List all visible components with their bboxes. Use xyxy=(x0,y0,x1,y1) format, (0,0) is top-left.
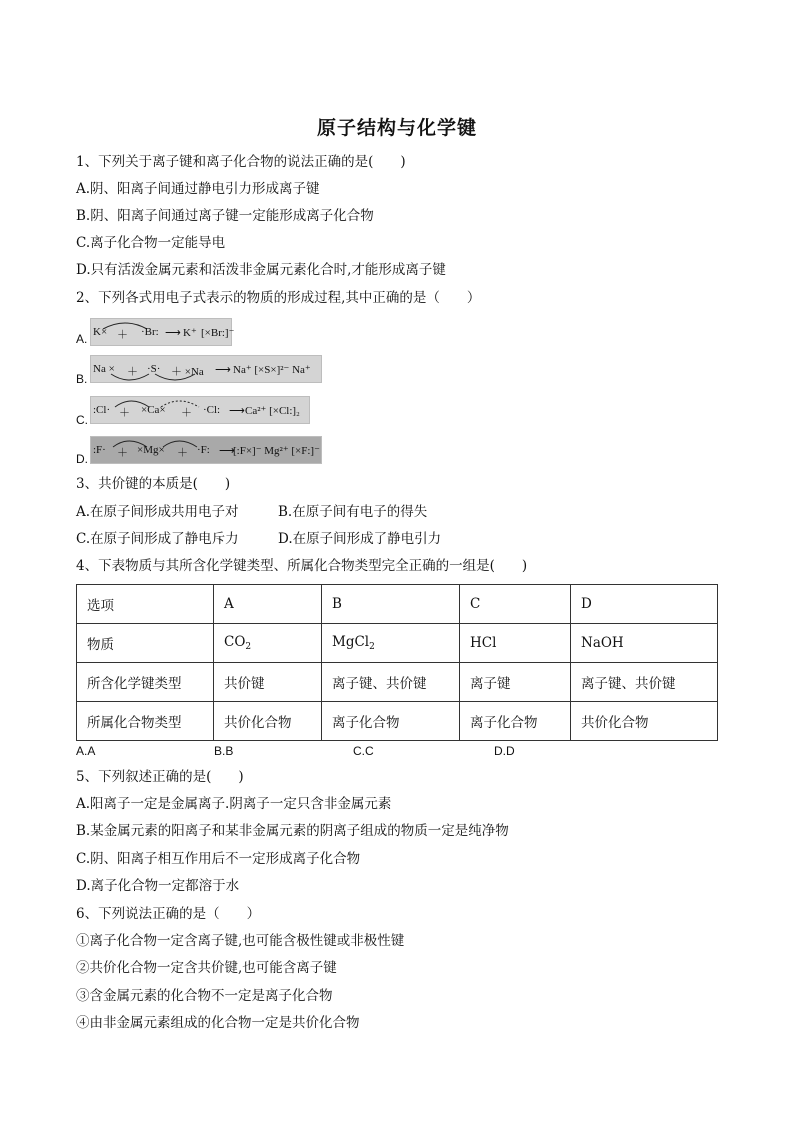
q6-statement-4: ④由非金属元素组成的化合物一定是共价化合物 xyxy=(76,1015,360,1031)
table-cell: 物质 xyxy=(77,624,214,663)
q2-label-d: D. xyxy=(76,452,88,466)
q1-option-a: A.阴、阳离子间通过静电引力形成离子键 xyxy=(76,181,320,197)
eq-c-term-4: ＋ xyxy=(181,407,192,419)
table-cell: B xyxy=(322,585,460,624)
eq-b-term-5: Na⁺ [×S×]²⁻ Na⁺ xyxy=(233,364,311,376)
page-title: 原子结构与化学键 xyxy=(316,117,477,139)
eq-b-term-2: ＋ xyxy=(127,366,138,378)
q4-answer-d: D.D xyxy=(494,744,515,758)
eq-b-term-1: Na × xyxy=(93,363,115,375)
table-cell: 离子键 xyxy=(460,663,571,702)
q4-table xyxy=(76,584,718,741)
table-cell: C xyxy=(460,585,571,624)
table-cell: A xyxy=(214,585,322,624)
formula-mgcl2: MgCl xyxy=(332,634,370,650)
eq-a-term-1: K× xyxy=(93,326,108,338)
q2-equation-a xyxy=(90,318,235,346)
eq-a-arrow: ⟶ xyxy=(165,327,181,339)
q6-statement-1: ①离子化合物一定含离子键,也可能含极性键或非极性键 xyxy=(76,933,405,949)
q2-stem: 2、下列各式用电子式表示的物质的形成过程,其中正确的是（ ） xyxy=(76,290,481,306)
q4-answer-c: C.C xyxy=(353,744,374,758)
q3-option-a: A.在原子间形成共用电子对 xyxy=(76,504,239,520)
table-cell: 所含化学键类型 xyxy=(77,663,214,702)
table-row xyxy=(77,624,718,663)
eq-a-term-2: ＋ xyxy=(117,329,128,341)
q4-answer-a: A.A xyxy=(76,744,96,758)
formula-subscript: 2 xyxy=(245,642,252,652)
formula-subscript: 2 xyxy=(369,642,375,652)
q2-equation-c xyxy=(90,396,310,424)
q4-answer-b: B.B xyxy=(214,744,234,758)
eq-d-term-1: :F· xyxy=(93,444,106,456)
table-cell: D xyxy=(571,585,718,624)
q5-option-a: A.阳离子一定是金属离子.阴离子一定只含非金属元素 xyxy=(76,796,392,812)
eq-d-term-5: ·F: xyxy=(197,444,210,456)
eq-a-term-4: K⁺ xyxy=(183,327,197,339)
q2-equation-b xyxy=(90,355,322,383)
q6-statement-3: ③含金属元素的化合物不一定是离子化合物 xyxy=(76,988,333,1004)
q2-label-c: C. xyxy=(76,413,88,427)
q6-statement-2: ②共价化合物一定含共价键,也可能含离子键 xyxy=(76,960,337,976)
q1-option-c: C.离子化合物一定能导电 xyxy=(76,235,226,251)
eq-d-term-2: ＋ xyxy=(117,447,128,459)
eq-a-term-5: [×Br:]⁻ xyxy=(201,327,235,339)
table-row xyxy=(77,585,718,624)
eq-c-term-6: Ca²⁺ [×Cl:]₂ xyxy=(245,405,300,417)
q3-option-c: C.在原子间形成了静电斥力 xyxy=(76,531,239,547)
table-cell: 所属化合物类型 xyxy=(77,702,214,741)
eq-c-term-3: ×Ca× xyxy=(141,404,166,416)
table-cell: NaOH xyxy=(571,624,718,663)
q1-option-d: D.只有活泼金属元素和活泼非金属元素化合时,才能形成离子键 xyxy=(76,262,446,278)
table-cell: 共价键 xyxy=(214,663,322,702)
q6-stem: 6、下列说法正确的是（ ） xyxy=(76,906,261,922)
eq-d-term-4: ＋ xyxy=(177,447,188,459)
q4-stem: 4、下表物质与其所含化学键类型、所属化合物类型完全正确的一组是( ) xyxy=(76,558,528,574)
eq-d-arrow: ⟶ xyxy=(219,445,235,457)
q5-option-b: B.某金属元素的阳离子和某非金属元素的阴离子组成的物质一定是纯净物 xyxy=(76,823,509,839)
eq-a-term-3: ·Br: xyxy=(141,326,159,338)
table-cell: 离子键、共价键 xyxy=(322,663,460,702)
table-cell: HCl xyxy=(460,624,571,663)
eq-c-arrow: ⟶ xyxy=(229,405,245,417)
q1-option-b: B.阴、阳离子间通过离子键一定能形成离子化合物 xyxy=(76,208,374,224)
q3-stem: 3、共价键的本质是( ) xyxy=(76,476,231,492)
eq-c-term-1: :Cl· xyxy=(93,404,111,416)
table-row xyxy=(77,702,718,741)
table-cell: 选项 xyxy=(77,585,214,624)
formula-co2: CO xyxy=(224,634,246,650)
q2-equation-d xyxy=(90,436,322,464)
q5-option-c: C.阴、阳离子相互作用后不一定形成离子化合物 xyxy=(76,851,361,867)
q3-option-d: D.在原子间形成了静电引力 xyxy=(278,531,442,547)
q5-option-d: D.离子化合物一定都溶于水 xyxy=(76,878,240,894)
eq-b-term-3: ·S· xyxy=(147,363,161,375)
table-cell: 离子键、共价键 xyxy=(571,663,718,702)
table-cell: 共价化合物 xyxy=(214,702,322,741)
table-cell-mgcl2 xyxy=(322,624,460,663)
table-cell-co2 xyxy=(214,624,322,663)
eq-c-term-2: ＋ xyxy=(119,407,130,419)
eq-b-arrow: ⟶ xyxy=(215,364,231,376)
eq-c-term-5: ·Cl: xyxy=(203,404,221,416)
eq-d-term-3: ×Mg× xyxy=(137,444,165,456)
table-row xyxy=(77,663,718,702)
table-cell: 共价化合物 xyxy=(571,702,718,741)
q3-option-b: B.在原子间有电子的得失 xyxy=(278,504,428,520)
table-cell: 离子化合物 xyxy=(460,702,571,741)
q2-label-a: A. xyxy=(76,332,88,346)
eq-b-term-4: ＋ ×Na xyxy=(171,366,204,378)
table-cell: 离子化合物 xyxy=(322,702,460,741)
q1-stem: 1、下列关于离子键和离子化合物的说法正确的是( ) xyxy=(76,154,406,170)
q5-stem: 5、下列叙述正确的是( ) xyxy=(76,769,244,785)
eq-d-term-6: [:F×]⁻ Mg²⁺ [×F:]⁻ xyxy=(233,445,320,457)
q2-label-b: B. xyxy=(76,372,88,386)
